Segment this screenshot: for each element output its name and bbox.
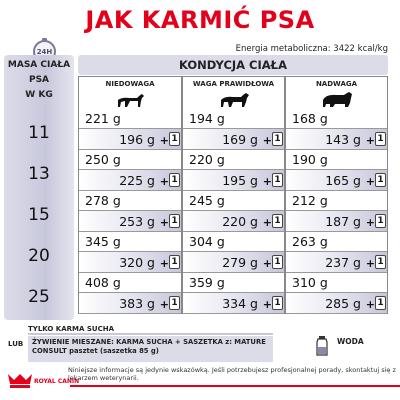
dry-amount: 190 g	[292, 152, 328, 167]
pouch-count-icon: 1	[272, 255, 283, 269]
dry-amount: 168 g	[292, 111, 328, 126]
plus-sign: +	[365, 134, 375, 147]
dry-amount: 278 g	[85, 193, 121, 208]
water-label: WODA	[337, 337, 364, 346]
plus-sign: +	[365, 298, 375, 311]
mixed-amount: 253 g	[119, 214, 155, 229]
thin-dog-icon	[113, 89, 147, 109]
table-row	[78, 109, 388, 150]
pouch-count-icon: 1	[169, 214, 180, 228]
plus-sign: +	[159, 134, 169, 147]
condition-label: NIEDOWAGA	[105, 80, 155, 88]
table-row	[78, 273, 388, 314]
table-row	[78, 191, 388, 232]
pouch-count-icon: 1	[375, 296, 386, 310]
footer-red-line	[70, 385, 400, 387]
ideal-dog-icon	[217, 89, 251, 109]
pouch-count-icon: 1	[375, 255, 386, 269]
table-row	[78, 150, 388, 191]
mixed-amount: 285 g	[325, 296, 361, 311]
table-cell	[285, 273, 388, 314]
pouch-count-icon: 1	[272, 173, 283, 187]
logo-text: ROYAL CANIN	[34, 378, 80, 385]
plus-sign: +	[262, 134, 272, 147]
table-cell	[182, 232, 285, 273]
legend-mixed-feeding: ŻYWIENIE MIESZANE: KARMA SUCHA + SASZETKA z: MATURE CONSULT pasztet (saszetka 85 g)	[28, 336, 273, 362]
clock-label: 24H	[36, 47, 53, 56]
table-cell	[182, 109, 285, 150]
weight-value: 13	[28, 164, 50, 184]
table-cell	[285, 191, 388, 232]
mixed-amount: 187 g	[325, 214, 361, 229]
dry-amount: 220 g	[189, 152, 225, 167]
plus-sign: +	[365, 216, 375, 229]
dry-amount: 310 g	[292, 275, 328, 290]
table-cell	[78, 150, 182, 191]
plus-sign: +	[262, 298, 272, 311]
dry-amount: 263 g	[292, 234, 328, 249]
legend-dry-swatch	[28, 333, 273, 335]
weight-header	[4, 58, 74, 103]
mixed-amount: 279 g	[222, 255, 258, 270]
table-cell	[182, 273, 285, 314]
dry-amount: 304 g	[189, 234, 225, 249]
legend-dry-only: TYLKO KARMA SUCHA	[28, 325, 114, 333]
table-row	[78, 232, 388, 273]
weight-value: 25	[28, 287, 50, 307]
plus-sign: +	[159, 175, 169, 188]
dry-amount: 345 g	[85, 234, 121, 249]
condition-overweight	[285, 76, 388, 109]
energy-value: Energia metaboliczna: 3422 kcal/kg	[235, 44, 388, 54]
dry-amount: 359 g	[189, 275, 225, 290]
mixed-amount: 169 g	[222, 132, 258, 147]
mixed-amount: 237 g	[325, 255, 361, 270]
mixed-amount: 195 g	[222, 173, 258, 188]
plus-sign: +	[262, 257, 272, 270]
page-title: JAK KARMIĆ PSA	[85, 6, 315, 34]
plus-sign: +	[159, 257, 169, 270]
plus-sign: +	[365, 257, 375, 270]
water-bottle-icon	[313, 336, 331, 356]
dry-amount: 408 g	[85, 275, 121, 290]
mixed-amount: 320 g	[119, 255, 155, 270]
dry-amount: 221 g	[85, 111, 121, 126]
weight-value: 15	[28, 205, 50, 225]
mixed-amount: 196 g	[119, 132, 155, 147]
pouch-count-icon: 1	[169, 296, 180, 310]
table-cell	[285, 150, 388, 191]
mixed-amount: 165 g	[325, 173, 361, 188]
mixed-amount: 220 g	[222, 214, 258, 229]
plus-sign: +	[159, 298, 169, 311]
condition-label: WAGA PRAWIDŁOWA	[192, 80, 275, 88]
weight-header-line-2: PSA	[28, 75, 50, 85]
plus-sign: +	[159, 216, 169, 229]
dry-amount: 194 g	[189, 111, 225, 126]
pouch-count-icon: 1	[169, 132, 180, 146]
dry-amount: 212 g	[292, 193, 328, 208]
condition-underweight	[78, 76, 182, 109]
condition-ideal	[182, 76, 285, 109]
mixed-amount: 225 g	[119, 173, 155, 188]
pouch-count-icon: 1	[375, 132, 386, 146]
table-cell	[78, 191, 182, 232]
dry-amount: 245 g	[189, 193, 225, 208]
heavy-dog-icon	[320, 89, 354, 109]
weight-value: 20	[28, 246, 50, 266]
table-cell	[182, 150, 285, 191]
royal-canin-logo	[6, 372, 80, 390]
weight-header-line-3: W KG	[25, 90, 53, 100]
condition-header: KONDYCJA CIAŁA	[78, 55, 388, 75]
pouch-count-icon: 1	[375, 214, 386, 228]
table-cell	[78, 273, 182, 314]
footer-note: Niniejsze informacje są jedynie wskazówką. Jeśli potrzebujesz profesjonalnej porady, skontaktuj się z lekarzem weterynarii.	[68, 366, 396, 382]
plus-sign: +	[262, 175, 272, 188]
weight-header-line-1: MASA CIAŁA	[7, 60, 71, 70]
pouch-count-icon: 1	[169, 173, 180, 187]
pouch-count-icon: 1	[272, 214, 283, 228]
condition-label: NADWAGA	[315, 80, 358, 88]
table-cell	[182, 191, 285, 232]
weight-value: 11	[28, 123, 50, 143]
table-cell	[285, 232, 388, 273]
legend-or: LUB	[8, 340, 24, 348]
mixed-amount: 143 g	[325, 132, 361, 147]
pouch-count-icon: 1	[272, 296, 283, 310]
mixed-amount: 383 g	[119, 296, 155, 311]
pouch-count-icon: 1	[375, 173, 386, 187]
plus-sign: +	[365, 175, 375, 188]
table-cell	[78, 109, 182, 150]
pouch-count-icon: 1	[169, 255, 180, 269]
plus-sign: +	[262, 216, 272, 229]
mixed-amount: 334 g	[222, 296, 258, 311]
pouch-count-icon: 1	[272, 132, 283, 146]
table-cell	[78, 232, 182, 273]
dry-amount: 250 g	[85, 152, 121, 167]
table-cell	[285, 109, 388, 150]
